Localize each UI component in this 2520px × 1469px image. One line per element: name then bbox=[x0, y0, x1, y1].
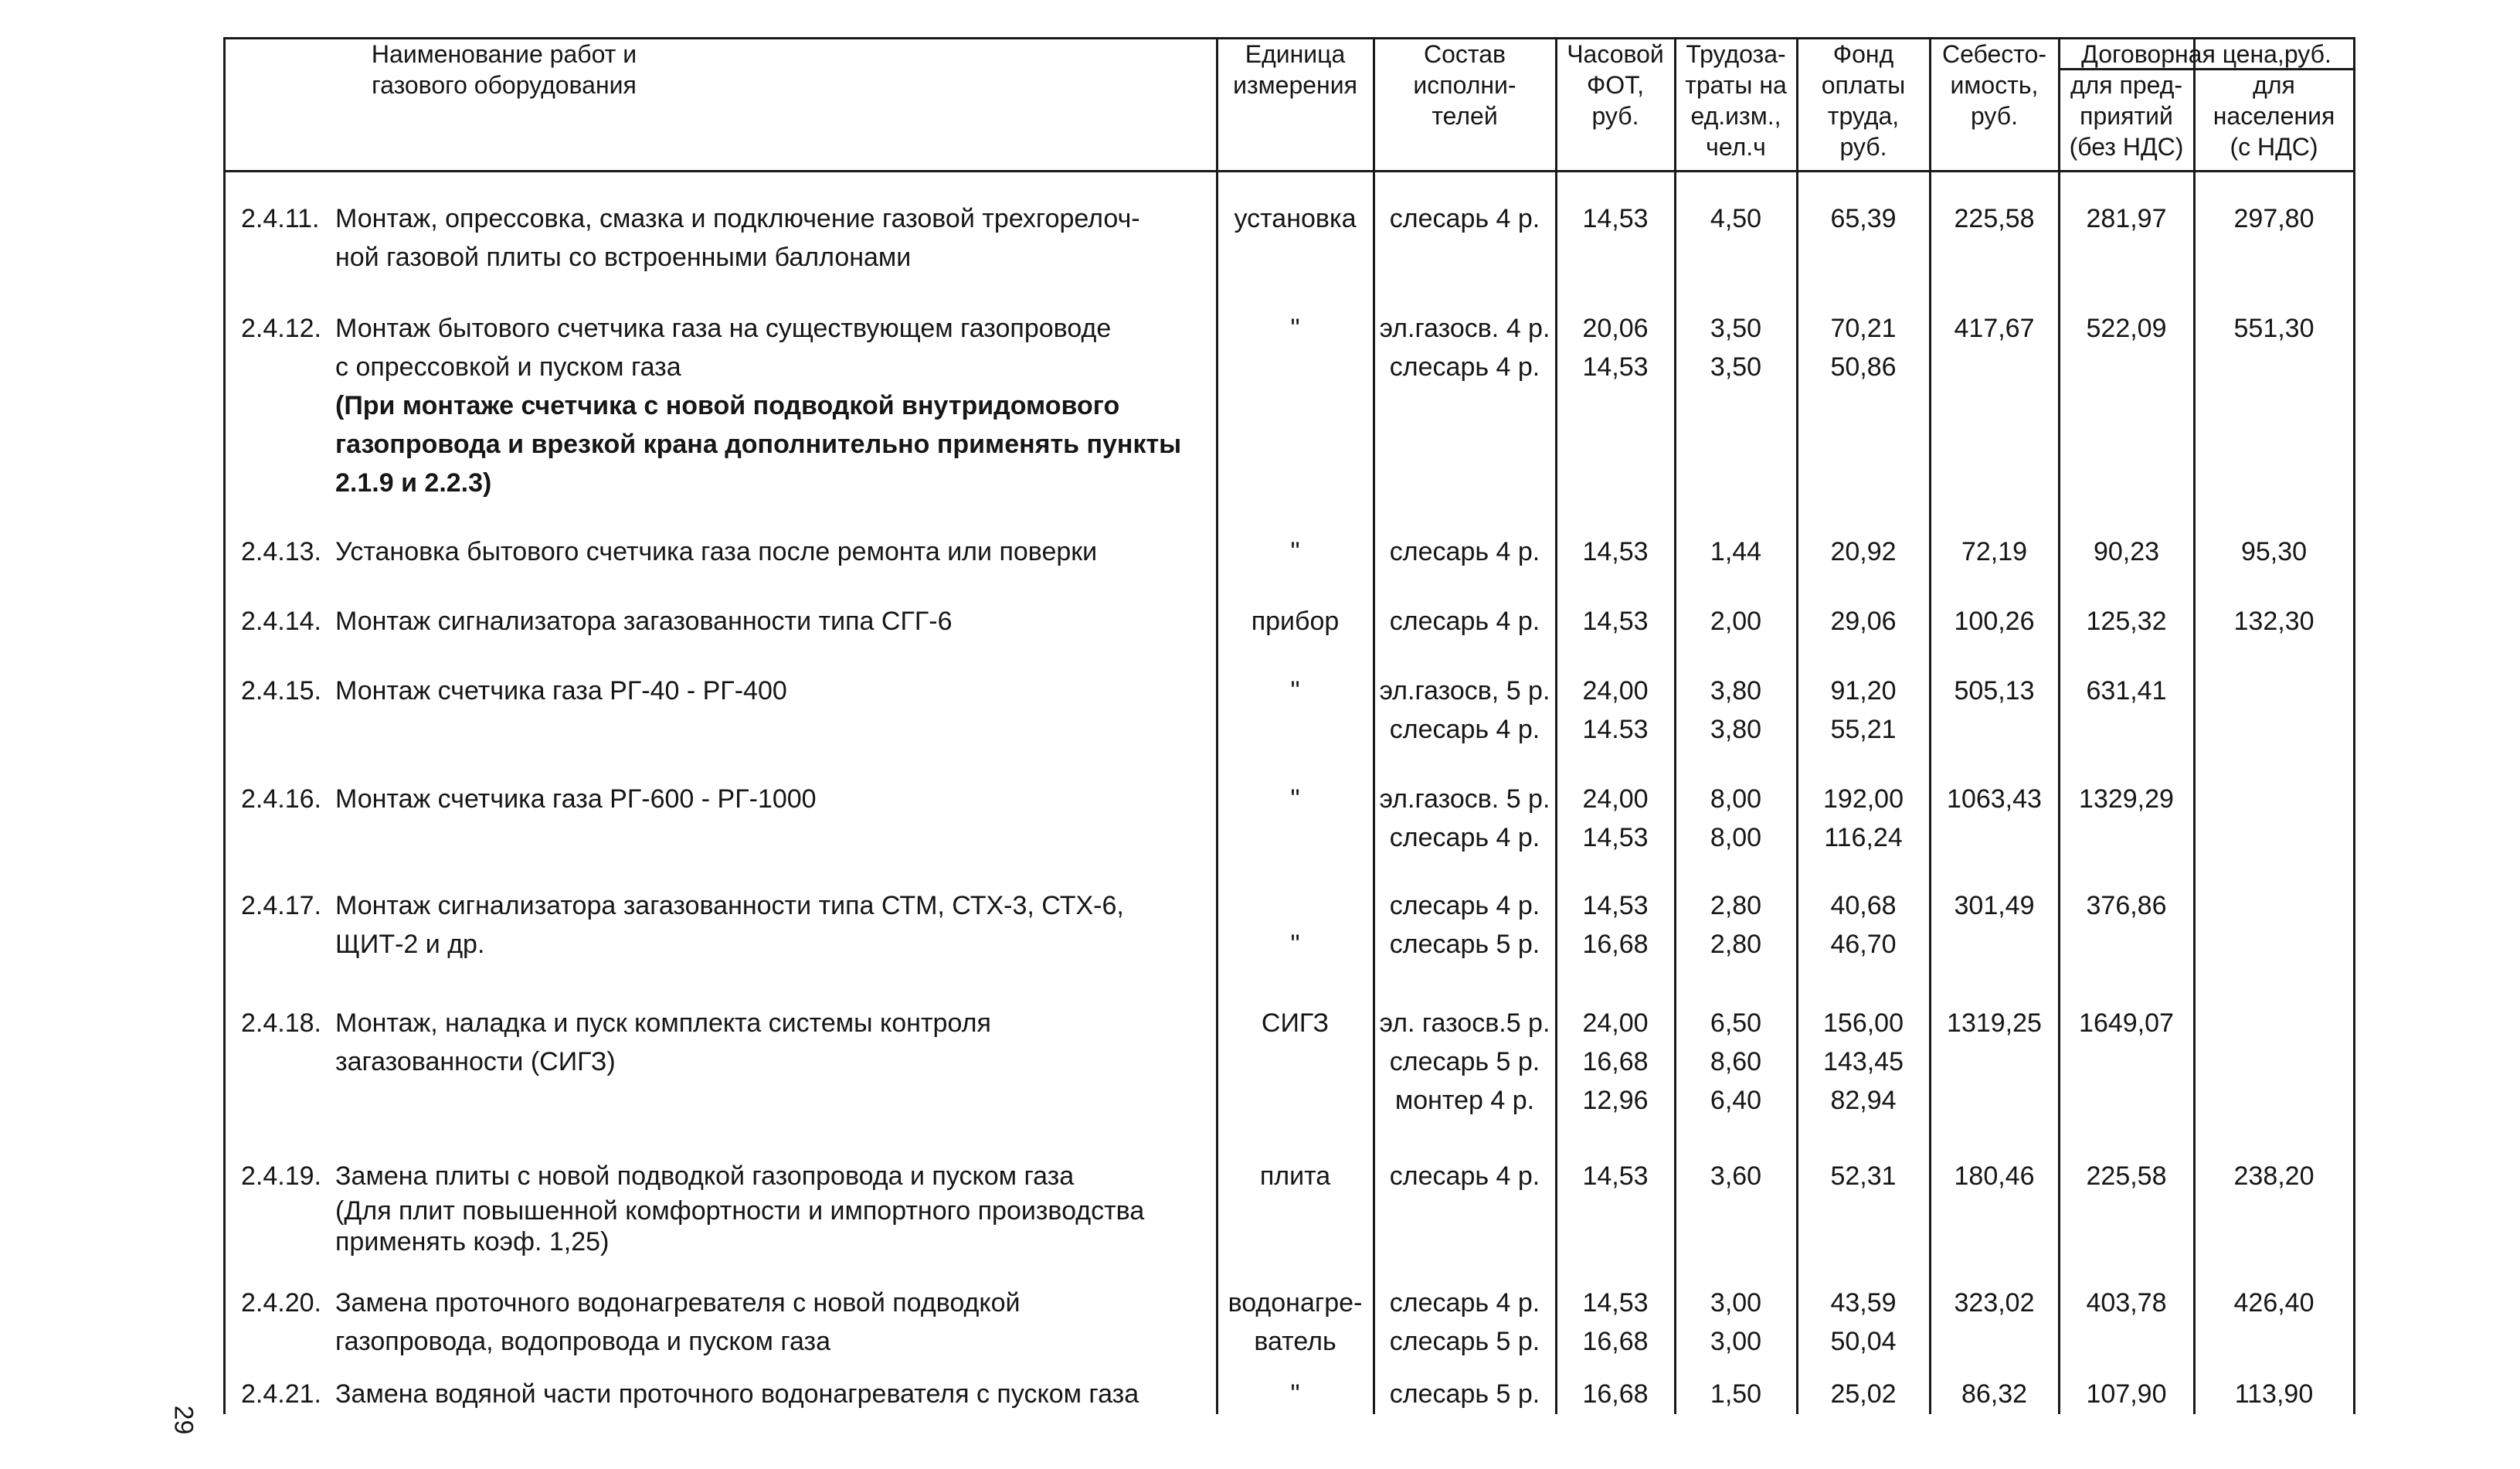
wage-fund-cell: 29,06 bbox=[1830, 607, 1897, 636]
labor-cell: 8,00 bbox=[1710, 823, 1762, 852]
hourly-rate-cell: 14,53 bbox=[1582, 537, 1649, 566]
price-population-cell: 426,40 bbox=[2233, 1288, 2315, 1318]
unit-cell: прибор bbox=[1251, 607, 1340, 636]
header-bottom-border bbox=[224, 170, 2354, 172]
hourly-rate-cell: 14,53 bbox=[1582, 352, 1649, 382]
wage-fund-cell: 70,21 bbox=[1830, 314, 1897, 343]
wage-fund-cell: 82,94 bbox=[1830, 1086, 1897, 1115]
work-item-name-text: Монтаж бытового счетчика газа на существующем газопроводе bbox=[335, 314, 1112, 343]
work-item-name-line bbox=[241, 532, 1207, 571]
cost-cell: 72,19 bbox=[1961, 537, 2028, 566]
cost-cell: 417,67 bbox=[1954, 314, 2035, 343]
unit-cell: водонагре- bbox=[1228, 1288, 1363, 1318]
hourly-rate-cell: 14,53 bbox=[1582, 823, 1649, 852]
unit-cell: " bbox=[1290, 930, 1300, 959]
cost-cell: 100,26 bbox=[1954, 607, 2035, 636]
header-wage-fund-line: Фонд bbox=[1832, 40, 1894, 68]
work-item-name-text: Замена водяной части проточного водонагревателя с пуском газа bbox=[335, 1379, 1139, 1409]
wage-fund-cell: 192,00 bbox=[1823, 784, 1904, 814]
price-enterprise-cell: 403,78 bbox=[2086, 1288, 2167, 1318]
header-work-name-line: газового оборудования bbox=[372, 71, 637, 99]
staff-cell: слесарь 4 р. bbox=[1389, 1288, 1540, 1318]
header-price-enterprise-line: для пред- bbox=[2070, 71, 2183, 99]
wage-fund-cell: 50,04 bbox=[1830, 1327, 1897, 1356]
wage-fund-cell: 91,20 bbox=[1830, 676, 1897, 706]
price-enterprise-cell: 376,86 bbox=[2086, 891, 2167, 920]
header-wage-fund-line: оплаты bbox=[1821, 71, 1906, 99]
unit-cell: ватель bbox=[1254, 1327, 1336, 1356]
staff-cell: слесарь 4 р. bbox=[1389, 715, 1540, 744]
staff-cell: слесарь 4 р. bbox=[1389, 1161, 1540, 1191]
header-labor-line: ед.изм., bbox=[1690, 102, 1781, 130]
header-price-enterprise-line: приятий bbox=[2080, 102, 2173, 130]
hourly-rate-cell: 24,00 bbox=[1582, 676, 1649, 706]
work-item-description bbox=[241, 1004, 1207, 1081]
work-item-number: 2.4.18. bbox=[241, 1008, 321, 1038]
work-item-description bbox=[241, 1284, 1207, 1361]
labor-cell: 8,00 bbox=[1710, 784, 1762, 814]
header-hourly-rate-line: Часовой bbox=[1567, 40, 1664, 68]
cost-cell: 1063,43 bbox=[1947, 784, 2042, 814]
header-price-enterprise-line: (без НДС) bbox=[2069, 133, 2184, 161]
work-item-name-text: Монтаж счетчика газа РГ-40 - РГ-400 bbox=[335, 676, 787, 706]
labor-cell: 1,50 bbox=[1710, 1379, 1762, 1409]
work-item-name-text: Монтаж, наладка и пуск комплекта системы контроля bbox=[335, 1008, 991, 1038]
staff-cell: слесарь 5 р. bbox=[1389, 930, 1540, 959]
hourly-rate-cell: 16,68 bbox=[1582, 1327, 1649, 1356]
work-item-number: 2.4.14. bbox=[241, 607, 321, 636]
staff-cell: слесарь 4 р. bbox=[1389, 537, 1540, 566]
work-item-description bbox=[241, 602, 1207, 641]
labor-cell: 6,50 bbox=[1710, 1008, 1762, 1038]
labor-cell: 3,60 bbox=[1710, 1161, 1762, 1191]
cost-cell: 180,46 bbox=[1954, 1161, 2035, 1191]
cost-cell: 301,49 bbox=[1954, 891, 2035, 920]
header-hourly-rate-line: руб. bbox=[1591, 102, 1639, 130]
labor-cell: 3,50 bbox=[1710, 352, 1762, 382]
work-item-name-line: загазованности (СИГЗ) bbox=[335, 1047, 616, 1076]
hourly-rate-cell: 16,68 bbox=[1582, 930, 1649, 959]
work-item-number: 2.4.11. bbox=[241, 204, 320, 233]
labor-cell: 3,80 bbox=[1710, 715, 1762, 744]
wage-fund-cell: 55,21 bbox=[1830, 715, 1897, 744]
work-item-description bbox=[241, 1375, 1207, 1413]
staff-cell: эл.газосв. 4 р. bbox=[1379, 314, 1550, 343]
header-labor-line: Трудоза- bbox=[1686, 40, 1786, 68]
cost-cell: 1319,25 bbox=[1947, 1008, 2042, 1038]
header-price-population-line: населения bbox=[2213, 102, 2335, 130]
work-item-note-line: применять коэф. 1,25) bbox=[335, 1227, 610, 1256]
header-work-name bbox=[224, 39, 784, 100]
column-divider bbox=[2353, 37, 2355, 1414]
price-enterprise-cell: 107,90 bbox=[2086, 1379, 2167, 1409]
work-item-name-line bbox=[241, 1157, 1207, 1195]
header-labor bbox=[1675, 39, 1797, 162]
wage-fund-cell: 143,45 bbox=[1823, 1047, 1904, 1076]
staff-cell: слесарь 4 р. bbox=[1389, 607, 1540, 636]
cost-cell: 225,58 bbox=[1954, 204, 2035, 233]
wage-fund-cell: 65,39 bbox=[1830, 204, 1897, 233]
staff-cell: слесарь 5 р. bbox=[1389, 1379, 1540, 1409]
unit-cell: СИГЗ bbox=[1261, 1008, 1330, 1038]
header-hourly-rate-line: ФОТ, bbox=[1586, 71, 1645, 99]
unit-cell: " bbox=[1290, 676, 1300, 706]
column-divider bbox=[223, 37, 226, 1414]
price-population-cell: 551,30 bbox=[2233, 314, 2315, 343]
staff-cell: эл. газосв.5 р. bbox=[1379, 1008, 1550, 1038]
work-item-name-line bbox=[241, 1375, 1207, 1413]
labor-cell: 2,00 bbox=[1710, 607, 1762, 636]
header-work-name-line: Наименование работ и bbox=[371, 40, 637, 68]
header-staff-line: Состав bbox=[1424, 40, 1506, 68]
work-item-note-line: 2.1.9 и 2.2.3) bbox=[335, 468, 492, 498]
work-item-note-line: газопровода и врезкой крана дополнительно применять пункты bbox=[335, 430, 1182, 459]
header-labor-line: траты на bbox=[1685, 71, 1787, 99]
labor-cell: 1,44 bbox=[1710, 537, 1762, 566]
labor-cell: 3,50 bbox=[1710, 314, 1762, 343]
wage-fund-cell: 46,70 bbox=[1830, 930, 1897, 959]
header-unit bbox=[1217, 39, 1374, 100]
work-item-description bbox=[241, 1157, 1207, 1257]
work-item-number: 2.4.17. bbox=[241, 891, 321, 920]
wage-fund-cell: 50,86 bbox=[1830, 352, 1897, 382]
work-item-name-text: Монтаж сигнализатора загазованности типа СГГ-6 bbox=[335, 607, 953, 636]
wage-fund-cell: 25,02 bbox=[1830, 1379, 1897, 1409]
staff-cell: слесарь 4 р. bbox=[1389, 352, 1540, 382]
labor-cell: 6,40 bbox=[1710, 1086, 1762, 1115]
wage-fund-cell: 116,24 bbox=[1824, 823, 1903, 852]
work-item-name-line: ной газовой плиты со встроенными баллонами bbox=[335, 243, 912, 272]
header-staff bbox=[1374, 39, 1556, 131]
labor-cell: 8,60 bbox=[1710, 1047, 1762, 1076]
work-item-note-line: (При монтаже счетчика с новой подводкой внутридомового bbox=[335, 391, 1120, 420]
labor-cell: 3,00 bbox=[1710, 1327, 1762, 1356]
wage-fund-cell: 20,92 bbox=[1830, 537, 1897, 566]
hourly-rate-cell: 16,68 bbox=[1582, 1379, 1649, 1409]
staff-cell: слесарь 4 р. bbox=[1389, 823, 1540, 852]
work-item-number: 2.4.21. bbox=[241, 1379, 321, 1409]
header-price-population bbox=[2194, 70, 2354, 162]
hourly-rate-cell: 14,53 bbox=[1582, 891, 1649, 920]
work-item-name-line bbox=[241, 1284, 1207, 1322]
hourly-rate-cell: 16,68 bbox=[1582, 1047, 1649, 1076]
work-item-description bbox=[241, 532, 1207, 571]
unit-cell: плита bbox=[1259, 1161, 1331, 1191]
labor-cell: 4,50 bbox=[1710, 204, 1762, 233]
hourly-rate-cell: 14,53 bbox=[1582, 1288, 1649, 1318]
work-item-name-line: ЩИТ-2 и др. bbox=[335, 930, 485, 959]
hourly-rate-cell: 12,96 bbox=[1582, 1086, 1649, 1115]
price-enterprise-cell: 125,32 bbox=[2086, 607, 2167, 636]
price-population-cell: 95,30 bbox=[2240, 537, 2308, 566]
work-item-name-line bbox=[241, 199, 1207, 238]
column-divider bbox=[2193, 37, 2196, 1414]
work-item-description bbox=[241, 672, 1207, 710]
header-price-population-line: для bbox=[2253, 71, 2295, 99]
header-unit-line: Единица bbox=[1245, 40, 1346, 68]
staff-cell: слесарь 5 р. bbox=[1389, 1047, 1540, 1076]
column-divider bbox=[1216, 37, 1218, 1414]
header-cost-line: имость, bbox=[1950, 71, 2039, 99]
header-staff-line: исполни- bbox=[1413, 71, 1516, 99]
header-staff-line: телей bbox=[1432, 102, 1498, 130]
price-enterprise-cell: 1329,29 bbox=[2079, 784, 2174, 814]
header-cost bbox=[1930, 39, 2059, 131]
wage-fund-cell: 156,00 bbox=[1823, 1008, 1904, 1038]
staff-cell: слесарь 4 р. bbox=[1389, 204, 1540, 233]
price-enterprise-cell: 522,09 bbox=[2086, 314, 2167, 343]
price-population-cell: 132,30 bbox=[2233, 607, 2315, 636]
work-item-number: 2.4.19. bbox=[241, 1161, 321, 1191]
price-population-cell: 113,90 bbox=[2234, 1379, 2314, 1409]
hourly-rate-cell: 14,53 bbox=[1582, 607, 1649, 636]
labor-cell: 2,80 bbox=[1710, 930, 1762, 959]
cost-cell: 505,13 bbox=[1954, 676, 2035, 706]
price-population-cell: 238,20 bbox=[2233, 1161, 2315, 1191]
header-labor-line: чел.ч bbox=[1706, 133, 1766, 161]
price-enterprise-cell: 281,97 bbox=[2086, 204, 2167, 233]
work-item-number: 2.4.12. bbox=[241, 314, 321, 343]
header-unit-line: измерения bbox=[1233, 71, 1357, 99]
work-item-name-text: Монтаж сигнализатора загазованности типа СТМ, СТХ-3, СТХ-6, bbox=[335, 891, 1124, 920]
work-item-note-line: (Для плит повышенной комфортности и импортного производства bbox=[335, 1196, 1145, 1226]
staff-cell: эл.газосв. 5 р. bbox=[1379, 784, 1550, 814]
price-table bbox=[224, 37, 2354, 1414]
wage-fund-cell: 52,31 bbox=[1830, 1161, 1897, 1191]
column-divider bbox=[2058, 37, 2060, 1414]
work-item-name-line bbox=[241, 672, 1207, 710]
header-wage-fund bbox=[1797, 39, 1930, 162]
unit-cell: " bbox=[1290, 1379, 1300, 1409]
header-hourly-rate bbox=[1556, 39, 1675, 131]
header-wage-fund-line: руб. bbox=[1839, 133, 1887, 161]
header-price-enterprise bbox=[2059, 70, 2194, 162]
work-item-description bbox=[241, 309, 1207, 502]
header-wage-fund-line: труда, bbox=[1827, 102, 1900, 130]
price-population-cell: 297,80 bbox=[2233, 204, 2315, 233]
unit-cell: " bbox=[1290, 314, 1300, 343]
work-item-number: 2.4.15. bbox=[241, 676, 321, 706]
work-item-number: 2.4.20. bbox=[241, 1288, 321, 1318]
work-item-name-line bbox=[241, 309, 1207, 348]
labor-cell: 3,80 bbox=[1710, 676, 1762, 706]
hourly-rate-cell: 24,00 bbox=[1582, 1008, 1649, 1038]
header-cost-line: Себесто- bbox=[1941, 40, 2047, 68]
price-enterprise-cell: 90,23 bbox=[2093, 537, 2160, 566]
staff-cell: слесарь 5 р. bbox=[1389, 1327, 1540, 1356]
unit-cell: установка bbox=[1234, 204, 1357, 233]
page-number: 29 bbox=[168, 1405, 199, 1435]
work-item-name-line bbox=[241, 780, 1207, 818]
staff-cell: слесарь 4 р. bbox=[1389, 891, 1540, 920]
staff-cell: монтер 4 р. bbox=[1394, 1086, 1535, 1115]
work-item-name-text: Замена плиты с новой подводкой газопровода и пуском газа bbox=[335, 1161, 1075, 1191]
work-item-name-text: Установка бытового счетчика газа после ремонта или поверки bbox=[335, 537, 1098, 566]
hourly-rate-cell: 20,06 bbox=[1582, 314, 1649, 343]
hourly-rate-cell: 14,53 bbox=[1582, 204, 1649, 233]
header-contract-price: Договорная цена,руб. bbox=[2081, 40, 2332, 68]
price-enterprise-cell: 631,41 bbox=[2086, 676, 2167, 706]
price-enterprise-cell: 225,58 bbox=[2086, 1161, 2167, 1191]
work-item-name-text: Замена проточного водонагревателя с новой подводкой bbox=[335, 1288, 1021, 1318]
unit-cell: " bbox=[1290, 784, 1300, 814]
work-item-description bbox=[241, 886, 1207, 964]
work-item-number: 2.4.13. bbox=[241, 537, 321, 566]
work-item-number: 2.4.16. bbox=[241, 784, 321, 814]
work-item-description bbox=[241, 780, 1207, 818]
work-item-name-line bbox=[241, 886, 1207, 925]
price-enterprise-cell: 1649,07 bbox=[2079, 1008, 2174, 1038]
cost-cell: 86,32 bbox=[1961, 1379, 2028, 1409]
wage-fund-cell: 43,59 bbox=[1830, 1288, 1897, 1318]
work-item-name-text: Монтаж, опрессовка, смазка и подключение газовой трехгорелоч- bbox=[335, 204, 1140, 233]
hourly-rate-cell: 24,00 bbox=[1582, 784, 1649, 814]
work-item-description bbox=[241, 199, 1207, 277]
work-item-name-line bbox=[241, 602, 1207, 641]
work-item-name-text: Монтаж счетчика газа РГ-600 - РГ-1000 bbox=[335, 784, 817, 814]
wage-fund-cell: 40,68 bbox=[1830, 891, 1897, 920]
hourly-rate-cell: 14.53 bbox=[1582, 715, 1649, 744]
unit-cell: " bbox=[1290, 537, 1300, 566]
hourly-rate-cell: 14,53 bbox=[1582, 1161, 1649, 1191]
header-price-population-line: (с НДС) bbox=[2230, 133, 2318, 161]
staff-cell: эл.газосв, 5 р. bbox=[1379, 676, 1550, 706]
cost-cell: 323,02 bbox=[1954, 1288, 2035, 1318]
header-cost-line: руб. bbox=[1970, 102, 2018, 130]
labor-cell: 3,00 bbox=[1710, 1288, 1762, 1318]
work-item-name-line: газопровода, водопровода и пуском газа bbox=[335, 1327, 831, 1356]
labor-cell: 2,80 bbox=[1710, 891, 1762, 920]
work-item-name-line: с опрессовкой и пуском газа bbox=[335, 352, 681, 382]
work-item-name-line bbox=[241, 1004, 1207, 1042]
